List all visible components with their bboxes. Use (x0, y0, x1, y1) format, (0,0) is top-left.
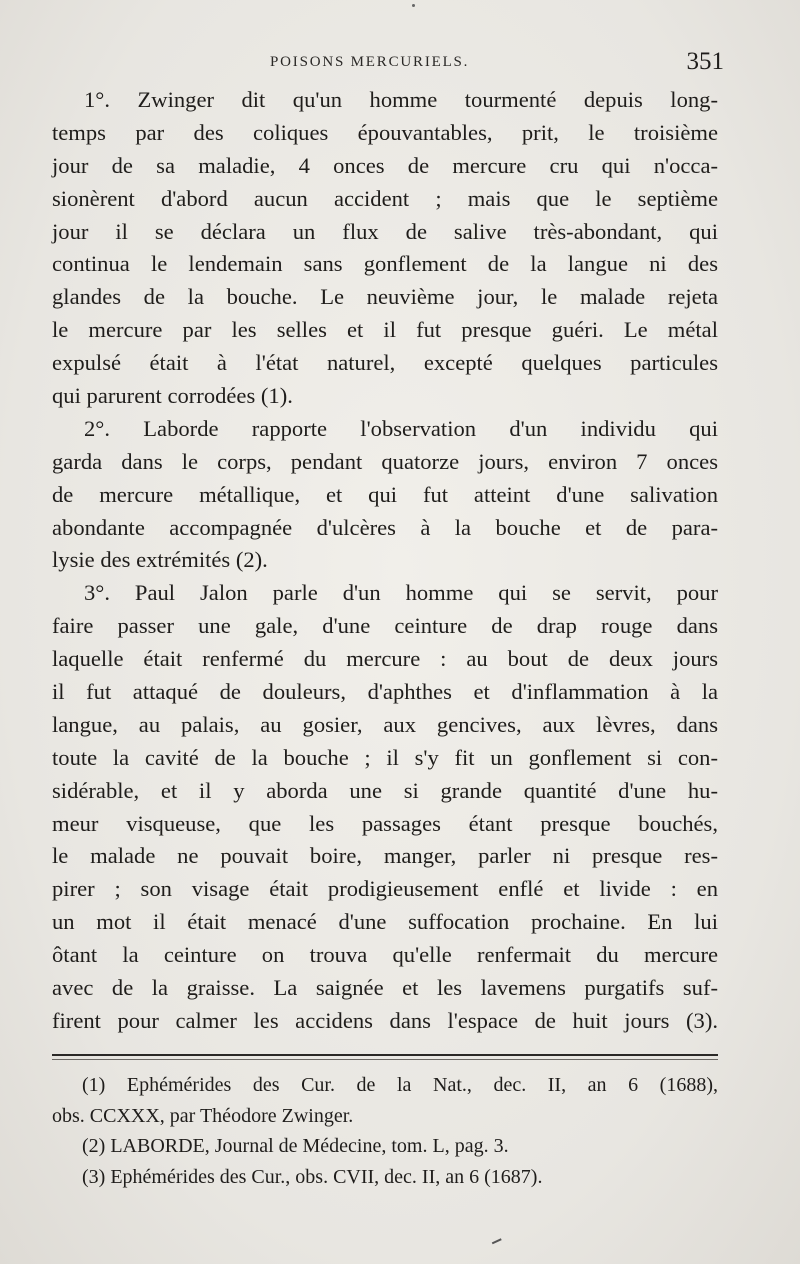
footnotes (52, 1070, 718, 1192)
footnote-3: (3) Ephémérides des Cur., obs. CVII, dec. II, an 6 (1687). (82, 1165, 543, 1188)
text-line: garda dans le corps, pendant quatorze jours, environ 7 onces (52, 448, 718, 474)
text-line: 1°. Zwinger dit qu'un homme tourmenté depuis long- (84, 87, 718, 112)
text-line: continua le lendemain sans gonflement de la langue ni des (52, 251, 718, 277)
text-line: jour de sa maladie, 4 onces de mercure cru qui n'occa- (52, 152, 718, 178)
text-line: toute la cavité de la bouche ; il s'y fit un gonflement si con- (52, 744, 718, 770)
text-line: sidérable, et il y aborda une si grande quantité d'une hu- (52, 777, 718, 803)
text-line: expulsé était à l'état naturel, excepté quelques particules (52, 350, 718, 376)
page-header (52, 48, 724, 84)
text-line: laquelle était renfermé du mercure : au bout de deux jours (52, 646, 718, 672)
text-line: ôtant la ceinture on trouva qu'elle renfermait du mercure (52, 942, 718, 968)
text-line: qui parurent corrodées (1). (52, 383, 293, 409)
text-line: le mercure par les selles et il fut presque guéri. Le métal (52, 317, 718, 343)
footnote-1: (1) Ephémérides des Cur. de la Nat., dec. II, an 6 (1688), (82, 1074, 718, 1096)
page-number: 351 (686, 48, 724, 75)
text-line: faire passer une gale, d'une ceinture de drap rouge dans (52, 613, 718, 639)
body-text (52, 84, 718, 1038)
footnote-2: (2) LABORDE, Journal de Médecine, tom. L, pag. 3. (82, 1135, 509, 1157)
text-line: avec de la graisse. La saignée et les lavemens purgatifs suf- (52, 975, 718, 1001)
text-line: 3°. Paul Jalon parle d'un homme qui se servit, pour (84, 580, 718, 606)
footnote-1-cont: obs. CCXXX, par Théodore Zwinger. (52, 1104, 354, 1127)
text-line: glandes de la bouche. Le neuvième jour, le malade rejeta (52, 284, 718, 310)
footnote-rule-thin (52, 1059, 718, 1060)
text-line: 2°. Laborde rapporte l'observation d'un individu qui (84, 415, 718, 441)
text-line: jour il se déclara un flux de salive très-abondant, qui (52, 218, 718, 244)
text-line: un mot il était menacé d'une suffocation prochaine. En lui (52, 909, 718, 935)
running-title: POISONS MERCURIELS. (270, 54, 470, 70)
footnote-rule (52, 1054, 718, 1056)
text-line: firent pour calmer les accidens dans l'espace de huit jours (3). (52, 1007, 718, 1033)
text-line: sionèrent d'abord aucun accident ; mais que le septième (52, 185, 718, 211)
text-line: lysie des extrémités (2). (52, 547, 268, 573)
text-line: pirer ; son visage était prodigieusement enflé et livide : en (52, 876, 718, 902)
text-line: temps par des coliques épouvantables, prit, le troisième (52, 119, 718, 145)
text-line: langue, au palais, au gosier, aux gencives, aux lèvres, dans (52, 711, 718, 737)
text-line: il fut attaqué de douleurs, d'aphthes et d'inflammation à la (52, 679, 718, 705)
text-line: de mercure métallique, et qui fut atteint d'une salivation (52, 481, 718, 507)
speck-mark (412, 4, 415, 7)
text-line: le malade ne pouvait boire, manger, parler ni presque res- (52, 843, 718, 869)
text-line: abondante accompagnée d'ulcères à la bouche et de para- (52, 514, 718, 540)
text-line: meur visqueuse, que les passages étant presque bouchés, (52, 810, 718, 836)
ink-mark (492, 1238, 504, 1249)
